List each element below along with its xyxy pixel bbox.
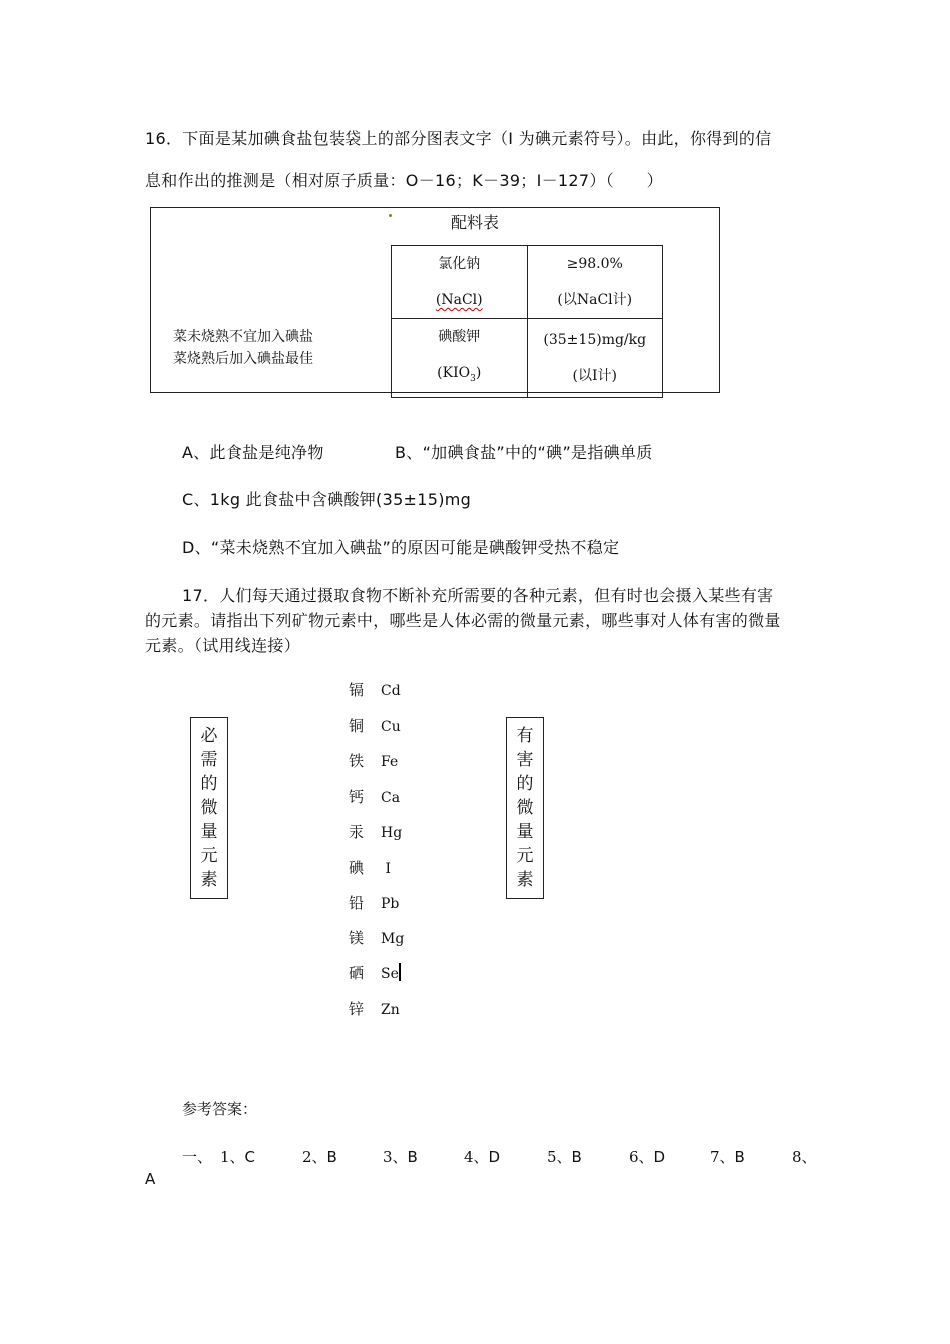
answer-number: 8、 [792,1148,817,1166]
option-a: A、此食盐是纯净物 [182,443,324,462]
answer-number: 1、 [220,1148,245,1166]
box-char: 素 [516,870,534,890]
table-cell [527,246,663,319]
element-row-fe [349,750,398,771]
answer-item [302,1146,337,1167]
answer-item [629,1146,665,1167]
formula-main: (KIO [437,365,471,381]
element-name: 镉 [349,681,365,699]
element-row-cu [349,715,401,736]
element-symbol: Ca [381,790,401,806]
answer-item [383,1146,418,1167]
option-b: B、“加碘食盐”中的“碘”是指碘单质 [395,443,653,462]
table-row [392,319,663,398]
element-name: 铅 [349,894,365,912]
answer-value: C [244,1148,256,1166]
table-cell [392,246,528,319]
element-row-zn [349,998,400,1019]
label-note-2: 菜烧熟后加入碘盐最佳 [173,351,313,367]
answer-number: 5、 [547,1148,572,1166]
formula-end: ) [475,365,482,381]
element-symbol: Pb [381,896,400,912]
table-row [392,246,663,319]
element-name: 镁 [349,929,365,947]
element-name: 锌 [349,1000,365,1018]
answer-item [547,1146,582,1167]
decorative-dot [389,214,392,217]
box-char: 量 [516,822,534,842]
element-symbol: Cd [381,683,401,699]
box-char: 有 [516,726,534,746]
answer-number: 2、 [302,1148,327,1166]
label-note-1: 菜未烧熟不宜加入碘盐 [173,329,313,345]
option-c: C、1kg 此食盐中含碘酸钾(35±15)mg [182,490,472,509]
element-row-se [349,962,401,983]
q17-stem-line2: 的元素。请指出下列矿物元素中，哪些是人体必需的微量元素，哪些事对人体有害的微量 [145,611,781,630]
q16-stem-line1: 16．下面是某加碘食盐包装袋上的部分图表文字（I 为碘元素符号）。由此，你得到的信 [145,129,772,148]
ingredient-table [391,245,663,398]
box-char: 元 [516,846,534,866]
element-row-ca [349,786,400,807]
table-cell [527,319,663,398]
label-title: 配料表 [451,213,500,232]
element-name: 硒 [349,964,365,982]
harmful-elements-box [506,717,544,899]
ingredient-value: (35±15)mg/kg [543,331,647,348]
ingredient-basis: (以I计) [572,367,617,384]
element-name: 铁 [349,752,365,770]
element-row-cd [349,679,401,700]
element-symbol: I [381,861,391,877]
element-symbol: Hg [381,825,403,841]
element-row-hg [349,821,402,842]
answer-value: D [488,1148,501,1166]
box-char: 必 [200,726,218,746]
q17-stem-line3: 元素。（试用线连接） [145,636,301,655]
essential-elements-box [190,717,228,899]
box-char: 素 [200,870,218,890]
text-cursor [399,963,401,981]
answer-value: B [571,1148,582,1166]
element-row-i [349,857,391,878]
answer-value: D [653,1148,666,1166]
element-name: 碘 [349,859,365,877]
answers-heading: 参考答案： [182,1100,258,1118]
ingredient-name: 氯化钠 [438,256,481,272]
element-name: 汞 [349,823,365,841]
q16-stem-line2: 息和作出的推测是（相对原子质量：O－16；K－39；I－127）（ ） [145,171,663,190]
salt-label-figure [150,207,720,393]
element-symbol: Zn [381,1002,400,1018]
answer-value: B [326,1148,337,1166]
answer-wrap: A [145,1170,156,1188]
box-char: 量 [200,822,218,842]
ingredient-value: ≥98.0% [566,256,623,272]
box-char: 元 [200,846,218,866]
element-symbol: Mg [381,931,405,947]
answer-value: B [734,1148,745,1166]
answer-number: 4、 [464,1148,489,1166]
answer-item [792,1146,817,1167]
ingredient-formula [392,355,527,397]
ingredient-formula: (NaCl) [435,292,483,308]
element-row-mg [349,927,404,948]
element-row-pb [349,892,399,913]
element-symbol: Cu [381,719,401,735]
element-symbol: Se [381,966,399,982]
q17-stem-line1: 17．人们每天通过摄取食物不断补充所需要的各种元素，但有时也会摄入某些有害 [182,586,774,605]
answer-item [464,1146,500,1167]
ingredient-basis: (以NaCl计) [557,292,633,308]
box-char: 微 [516,798,534,818]
element-name: 铜 [349,717,365,735]
answer-value: B [407,1148,418,1166]
answer-number: 6、 [629,1148,654,1166]
box-char: 微 [200,798,218,818]
answer-item [710,1146,745,1167]
box-char: 害 [516,750,534,770]
answer-number: 7、 [710,1148,735,1166]
answer-item [220,1146,255,1167]
element-symbol: Fe [381,754,399,770]
answers-prefix: 一、 [182,1148,213,1166]
option-d: D、“菜未烧熟不宜加入碘盐”的原因可能是碘酸钾受热不稳定 [182,538,620,557]
element-name: 钙 [349,788,365,806]
formula-subscript: 3 [470,373,476,384]
box-char: 需 [200,750,218,770]
box-char: 的 [200,774,218,794]
answer-number: 3、 [383,1148,408,1166]
box-char: 的 [516,774,534,794]
table-cell [392,319,528,398]
ingredient-name: 碘酸钾 [438,329,481,345]
